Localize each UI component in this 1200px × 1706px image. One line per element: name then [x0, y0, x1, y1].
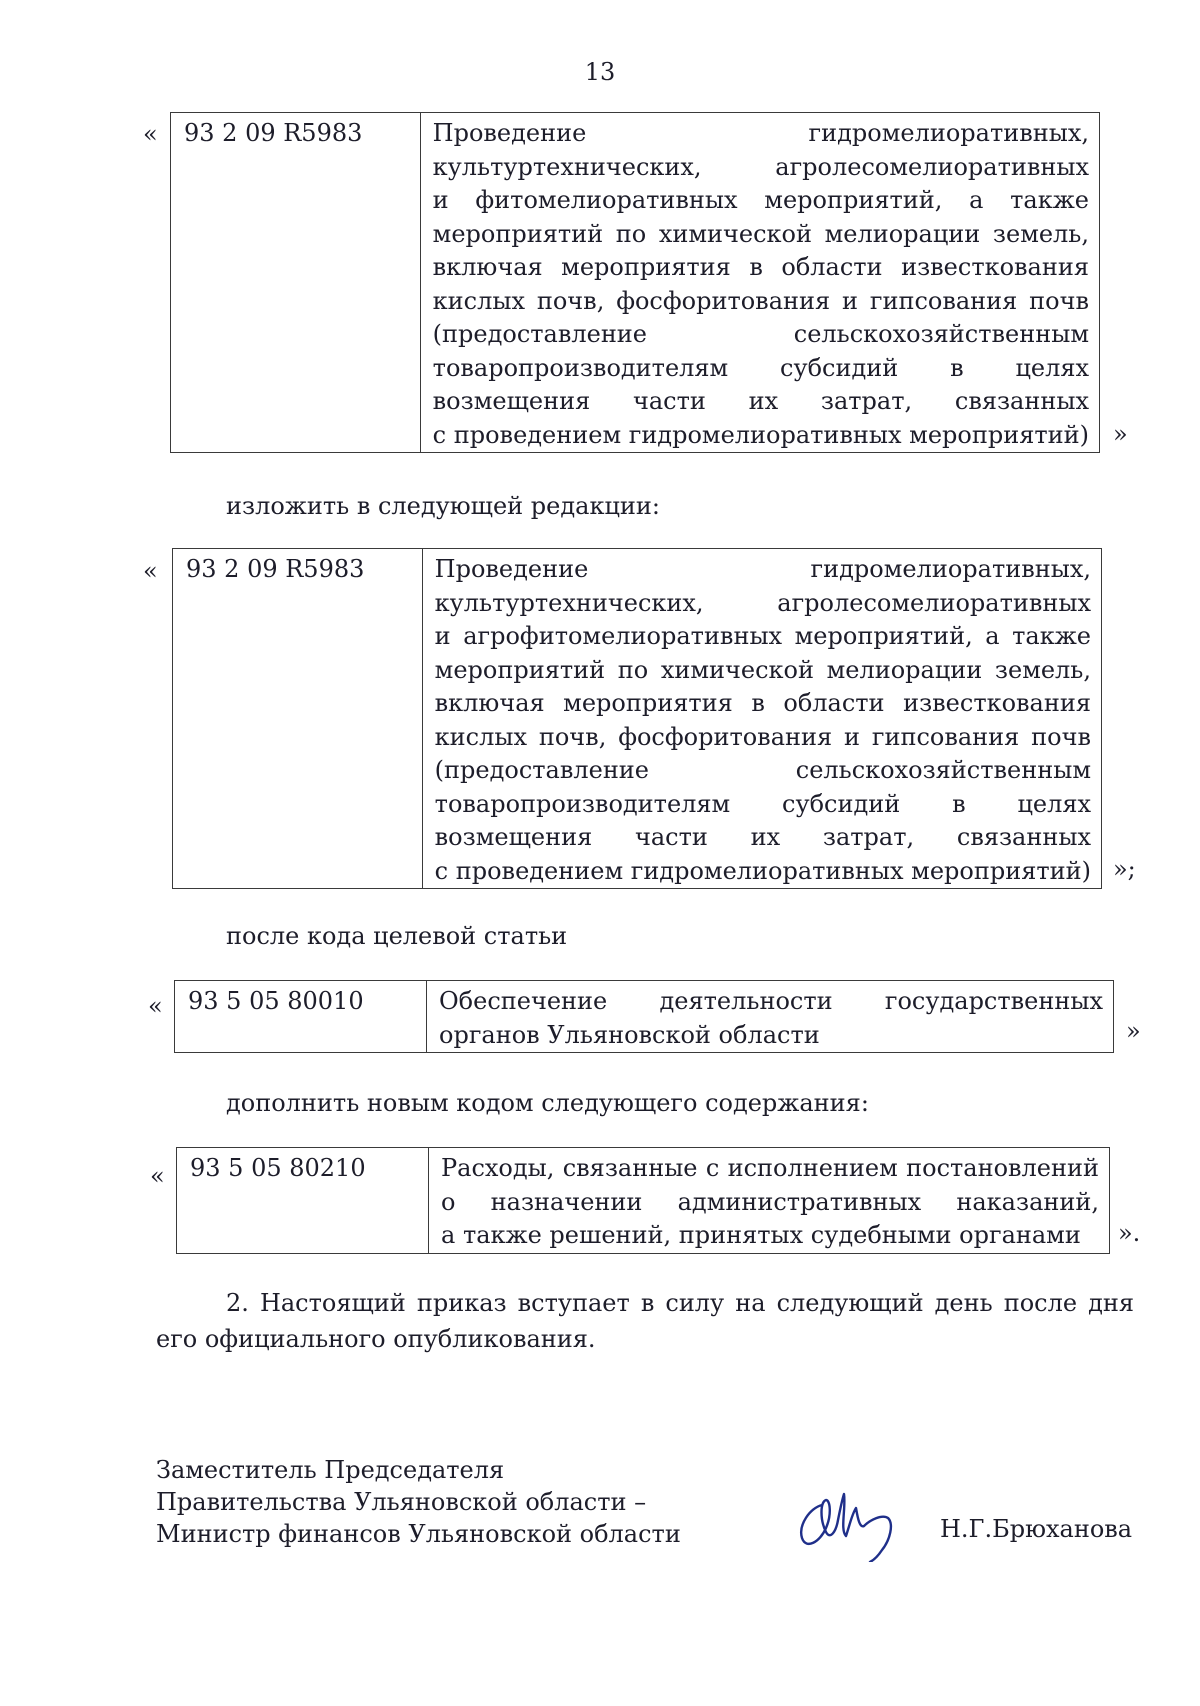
description-line: кислых почв, фосфоритования и гипсования почв — [434, 722, 1091, 751]
code-cell: 93 2 09 R5983 — [173, 549, 423, 889]
description-cell — [422, 549, 1101, 889]
code-table-added — [176, 1147, 1110, 1254]
open-quote: « — [143, 120, 158, 148]
close-quote: » — [1113, 420, 1128, 448]
description-line: включая мероприятия в области известкования — [434, 689, 1091, 717]
description-line: Расходы, связанные с исполнением постановлений — [441, 1154, 1099, 1182]
description-line: товаропроизводителям субсидий в целях — [432, 353, 1089, 382]
signer-name: Н.Г.Брюханова — [940, 1515, 1133, 1543]
description-line: о назначении административных наказаний, — [441, 1187, 1099, 1216]
handwritten-signature — [790, 1470, 900, 1562]
description-line: а также решений, принятых судебными органами — [441, 1221, 1081, 1249]
paragraph-add-code: дополнить новым кодом следующего содержания: — [226, 1089, 869, 1117]
code-cell: 93 5 05 80010 — [175, 981, 427, 1053]
close-quote: »; — [1113, 855, 1136, 883]
description-line: возмещения части их затрат, связанных — [432, 387, 1089, 415]
description-line: Проведение гидромелиоративных, — [434, 555, 1091, 583]
paragraph-effective-date: 2. Настоящий приказ вступает в силу на следующий день после дня его официального опубликования. — [156, 1289, 1134, 1353]
description-line: кислых почв, фосфоритования и гипсования почв — [432, 286, 1089, 315]
description-line: и агрофитомелиоративных мероприятий, а также — [434, 622, 1091, 650]
signer-position-line: Заместитель Председателя — [156, 1456, 505, 1484]
code-table-original — [170, 112, 1100, 453]
description-cell — [420, 113, 1099, 453]
description-line: культуртехнических, агролесомелиоративных — [434, 588, 1091, 617]
description-line: органов Ульяновской области — [439, 1020, 820, 1049]
signer-position — [156, 1454, 681, 1550]
code-table-existing — [174, 980, 1114, 1053]
close-quote: » — [1126, 1017, 1141, 1045]
description-line: (предоставление сельскохозяйственным — [432, 320, 1089, 348]
paragraph-after-code: после кода целевой статьи — [226, 922, 568, 950]
code-cell: 93 5 05 80210 — [177, 1148, 429, 1254]
description-line: мероприятий по химической мелиорации земель, — [432, 219, 1089, 248]
description-line: и фитомелиоративных мероприятий, а также — [432, 186, 1089, 214]
open-quote: « — [143, 557, 158, 585]
page-number: 13 — [584, 58, 616, 86]
description-cell — [429, 1148, 1110, 1254]
paragraph-replace-intro: изложить в следующей редакции: — [226, 492, 660, 520]
description-line: включая мероприятия в области известкования — [432, 253, 1089, 281]
description-cell — [427, 981, 1114, 1053]
signer-position-line: Министр финансов Ульяновской области — [156, 1520, 681, 1548]
close-quote: ». — [1118, 1219, 1141, 1247]
description-line: мероприятий по химической мелиорации земель, — [434, 655, 1091, 684]
description-line: культуртехнических, агролесомелиоративных — [432, 152, 1089, 181]
open-quote: « — [148, 992, 163, 1020]
description-line: Обеспечение деятельности государственных — [439, 987, 1103, 1015]
signer-position-line: Правительства Ульяновской области – — [156, 1488, 647, 1516]
description-line: (предоставление сельскохозяйственным — [434, 756, 1091, 784]
code-table-new-edition — [172, 548, 1102, 889]
code-cell: 93 2 09 R5983 — [171, 113, 421, 453]
description-line: Проведение гидромелиоративных, — [432, 119, 1089, 147]
description-line: товаропроизводителям субсидий в целях — [434, 789, 1091, 818]
open-quote: « — [150, 1162, 165, 1190]
description-line: с проведением гидромелиоративных мероприятий) — [432, 420, 1089, 449]
description-line: с проведением гидромелиоративных мероприятий) — [434, 856, 1091, 885]
description-line: возмещения части их затрат, связанных — [434, 823, 1091, 851]
